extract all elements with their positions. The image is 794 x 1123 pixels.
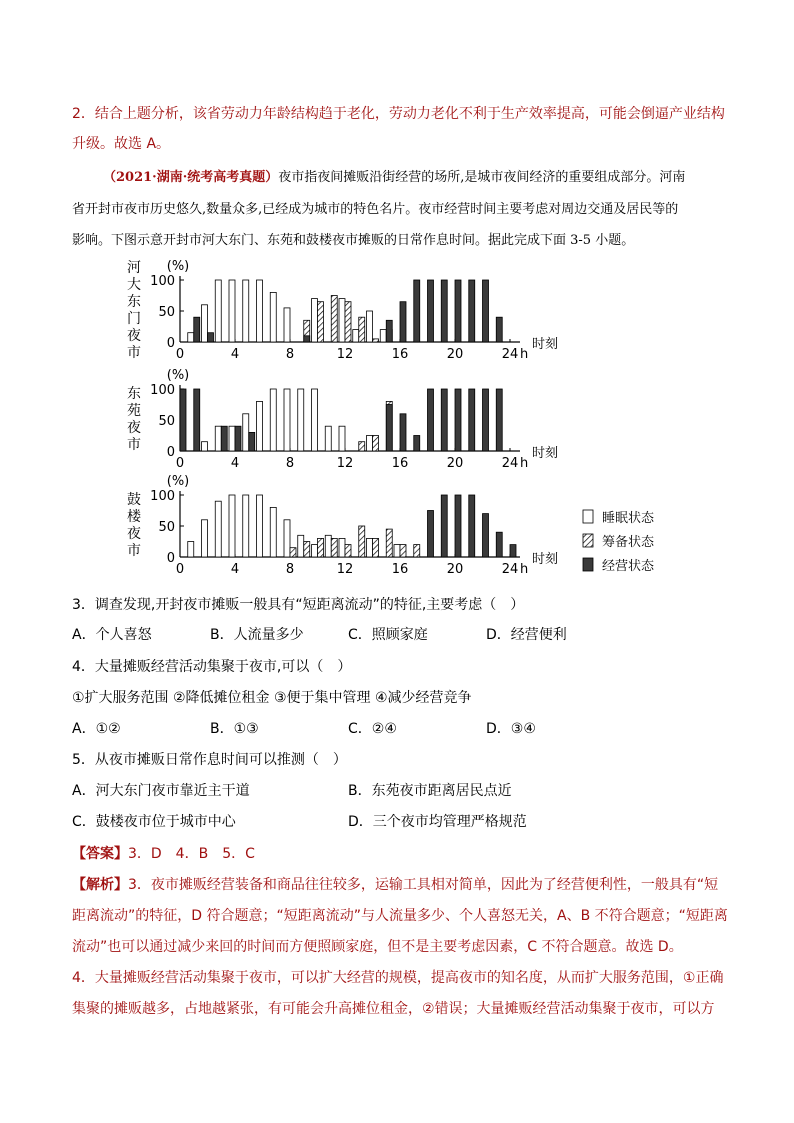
x-unit-label: h (520, 347, 529, 362)
q3-stem: 3．调查发现,开封夜市摊贩一般具有“短距离流动”的特征,主要考虑（ ） (72, 597, 525, 613)
bar-睡眠状态 (325, 535, 331, 557)
bar-睡眠状态 (243, 414, 249, 451)
bar-经营状态 (428, 389, 434, 451)
bar-经营状态 (496, 317, 502, 342)
bar-睡眠状态 (243, 495, 249, 557)
y-tick-label: 50 (158, 414, 175, 429)
answer-line (72, 843, 255, 863)
q5-option-b[interactable]: B．东苑夜市距离居民点近 (348, 783, 512, 799)
bar-经营状态 (221, 426, 227, 451)
bar-经营状态 (496, 532, 502, 557)
bar-睡眠状态 (367, 311, 373, 342)
analysis-line-4: 4．大量摊贩经营活动集聚于夜市，可以扩大经营的规模，提高夜市的知名度，从而扩大服务范围，①正确 (72, 970, 724, 986)
chart-title: 河大东门夜市 (127, 260, 141, 361)
q5-option-c[interactable]: C．鼓楼夜市位于城市中心 (72, 814, 236, 830)
x-tick-label: 0 (175, 562, 185, 577)
bar-睡眠状态 (202, 305, 208, 342)
bar-经营状态 (483, 389, 489, 451)
q4-option-d[interactable]: D．③④ (486, 721, 536, 737)
bar-筹备状态 (414, 545, 420, 557)
y-tick-label: 100 (150, 383, 175, 398)
bar-筹备状态 (359, 442, 365, 451)
bar-睡眠状态 (339, 299, 345, 342)
y-axis-label: (%) (166, 368, 190, 383)
x-tick-label: 24 (501, 347, 519, 362)
bar-经营状态 (386, 320, 392, 342)
x-tick-label: 4 (230, 347, 240, 362)
analysis-line-1 (72, 874, 718, 894)
x-tick-label: 16 (391, 347, 409, 362)
x-tick-label: 20 (446, 347, 464, 362)
bar-筹备状态 (318, 538, 324, 557)
x-tick-label: 24 (501, 562, 519, 577)
y-axis-label: (%) (166, 259, 190, 274)
bar-筹备状态 (373, 436, 379, 452)
analysis-text: 3．夜市摊贩经营装备和商品往往较多，运输工具相对简单，因此为了经营便利性，一般具有“短 (128, 877, 719, 893)
bar-睡眠状态 (257, 401, 263, 451)
y-tick-label: 0 (166, 445, 175, 460)
legend-swatch (583, 510, 593, 523)
bar-经营状态 (496, 389, 502, 451)
bar-筹备状态 (345, 545, 351, 557)
bar-经营状态 (304, 336, 310, 342)
bar-睡眠状态 (188, 333, 194, 342)
bar-经营状态 (455, 389, 461, 451)
bar-睡眠状态 (202, 442, 208, 451)
x-tick-label: 12 (336, 562, 354, 577)
y-tick-label: 100 (150, 489, 175, 504)
x-tick-label: 8 (285, 562, 295, 577)
bar-睡眠状态 (270, 507, 276, 557)
x-tick-label: 16 (391, 562, 409, 577)
y-tick-label: 0 (166, 551, 175, 566)
x-tick-label: 12 (336, 456, 354, 471)
analysis-line-5: 集聚的摊贩越多，占地越紧张，有可能会升高摊位租金，②错误；大量摊贩经营活动集聚于夜市，可以方 (72, 1001, 715, 1017)
legend-swatch (583, 534, 593, 547)
chart-2 (127, 474, 558, 577)
q5-option-a[interactable]: A．河大东门夜市靠近主干道 (72, 783, 250, 799)
q4-choices: ①扩大服务范围 ②降低摊位租金 ③便于集中管理 ④减少经营竞争 (72, 690, 472, 706)
q3-option-d[interactable]: D．经营便利 (486, 627, 567, 643)
bar-睡眠状态 (380, 330, 386, 342)
bar-睡眠状态 (243, 280, 249, 342)
bar-筹备状态 (359, 526, 365, 557)
bar-经营状态 (208, 333, 214, 342)
x-tick-label: 16 (391, 456, 409, 471)
bar-经营状态 (469, 389, 475, 451)
q5-option-d[interactable]: D．三个夜市均管理严格规范 (348, 814, 527, 830)
q4-option-c[interactable]: C．②④ (348, 721, 397, 737)
y-tick-label: 50 (158, 305, 175, 320)
y-tick-label: 100 (150, 274, 175, 289)
bar-睡眠状态 (353, 330, 359, 342)
bar-睡眠状态 (312, 545, 318, 557)
bar-睡眠状态 (325, 426, 331, 451)
prev-analysis-line-1: 2．结合上题分析，该省劳动力年龄结构趋于老化，劳动力老化不利于生产效率提高，可能会倒逼产业结构 (72, 106, 725, 122)
y-tick-label: 50 (158, 520, 175, 535)
analysis-line-3: 流动”也可以通过减少来回的时间而方便照顾家庭，但不是主要考虑因素，C 不符合题意。故选 D。 (72, 939, 683, 955)
bar-经营状态 (455, 280, 461, 342)
prev-analysis-line-2: 升级。故选 A。 (72, 136, 171, 152)
analysis-line-2: 距离流动”的特征，D 符合题意；“短距离流动”与人流量多少、个人喜怒无关，A、B 不符合题意；“短距离 (72, 908, 728, 924)
bar-睡眠状态 (339, 538, 345, 557)
bar-经营状态 (400, 414, 406, 451)
bar-经营状态 (483, 280, 489, 342)
legend-label: 经营状态 (602, 559, 655, 574)
bar-经营状态 (483, 514, 489, 557)
q3-option-a[interactable]: A．个人喜怒 (72, 627, 152, 643)
bar-筹备状态 (331, 538, 337, 557)
bar-睡眠状态 (215, 501, 221, 557)
bar-经营状态 (180, 389, 186, 451)
bar-睡眠状态 (298, 389, 304, 451)
intro-line-2: 省开封市夜市历史悠久,数量众多,已经成为城市的特色名片。夜市经营时间主要考虑对周边交通及居民等的 (72, 202, 679, 217)
q4-stem: 4．大量摊贩经营活动集聚于夜市,可以（ ） (72, 659, 352, 675)
bar-经营状态 (428, 280, 434, 342)
q4-option-a[interactable]: A．①② (72, 721, 121, 737)
bar-经营状态 (235, 426, 241, 451)
x-unit-label: h (520, 562, 529, 577)
intro-text: 夜市指夜间摊贩沿街经营的场所,是城市夜间经济的重要组成部分。河南 (278, 170, 686, 185)
answer-text: 3．D 4．B 5．C (128, 846, 255, 862)
bar-筹备状态 (400, 545, 406, 557)
x-tick-label: 0 (175, 347, 185, 362)
x-tick-label: 24 (501, 456, 519, 471)
bar-睡眠状态 (284, 389, 290, 451)
bar-筹备状态 (386, 529, 392, 557)
bar-睡眠状态 (215, 426, 221, 451)
bar-经营状态 (386, 405, 392, 452)
chart-title: 东苑夜市 (127, 386, 141, 453)
x-tick-label: 4 (230, 456, 240, 471)
chart-0 (127, 259, 558, 362)
bar-筹备状态 (290, 548, 296, 557)
bar-睡眠状态 (257, 495, 263, 557)
q3-option-b[interactable]: B．人流量多少 (210, 627, 304, 643)
bar-筹备状态 (373, 339, 379, 342)
bar-筹备状态 (331, 296, 337, 343)
bar-睡眠状态 (339, 426, 345, 451)
bar-睡眠状态 (229, 426, 235, 451)
bar-睡眠状态 (284, 308, 290, 342)
bar-睡眠状态 (312, 299, 318, 342)
x-tick-label: 4 (230, 562, 240, 577)
x-axis-label: 时刻 (532, 552, 559, 567)
bar-经营状态 (510, 545, 516, 557)
bar-睡眠状态 (394, 545, 400, 557)
bar-经营状态 (249, 432, 255, 451)
chart-1 (127, 368, 558, 471)
bar-经营状态 (441, 280, 447, 342)
question-source: （2021·湖南·统考高考真题） (103, 170, 279, 185)
bar-筹备状态 (359, 317, 365, 342)
bar-睡眠状态 (284, 520, 290, 557)
bar-筹备状态 (318, 302, 324, 342)
x-tick-label: 8 (285, 347, 295, 362)
answer-label: 【答案】 (72, 846, 128, 862)
bar-睡眠状态 (257, 280, 263, 342)
bar-筹备状态 (345, 302, 351, 342)
bar-经营状态 (441, 495, 447, 557)
bar-睡眠状态 (270, 292, 276, 342)
bar-经营状态 (469, 280, 475, 342)
bar-经营状态 (428, 511, 434, 558)
bar-睡眠状态 (188, 542, 194, 558)
bar-睡眠状态 (229, 495, 235, 557)
bar-经营状态 (400, 302, 406, 342)
bar-睡眠状态 (215, 280, 221, 342)
x-axis-label: 时刻 (532, 337, 559, 352)
bar-经营状态 (469, 495, 475, 557)
bar-经营状态 (194, 317, 200, 342)
chart-title: 鼓楼夜市 (127, 492, 141, 559)
bar-睡眠状态 (367, 538, 373, 557)
x-axis-label: 时刻 (532, 446, 559, 461)
q4-option-b[interactable]: B．①③ (210, 721, 259, 737)
bar-经营状态 (414, 436, 420, 452)
bar-睡眠状态 (229, 280, 235, 342)
legend-swatch (583, 558, 593, 571)
bar-经营状态 (414, 280, 420, 342)
bar-睡眠状态 (202, 520, 208, 557)
legend-label: 睡眠状态 (602, 511, 655, 526)
x-tick-label: 20 (446, 562, 464, 577)
y-axis-label: (%) (166, 474, 190, 489)
bar-睡眠状态 (312, 389, 318, 451)
y-tick-label: 0 (166, 336, 175, 351)
x-tick-label: 0 (175, 456, 185, 471)
bar-筹备状态 (304, 542, 310, 558)
bar-经营状态 (194, 389, 200, 451)
bar-睡眠状态 (270, 389, 276, 451)
q5-stem: 5．从夜市摊贩日常作息时间可以推测（ ） (72, 752, 347, 768)
x-unit-label: h (520, 456, 529, 471)
intro-line-3: 影响。下图示意开封市河大东门、东苑和鼓楼夜市摊贩的日常作息时间。据此完成下面 3-5 小题。 (72, 233, 635, 248)
bar-经营状态 (441, 389, 447, 451)
legend-label: 筹备状态 (602, 535, 655, 550)
bar-睡眠状态 (298, 535, 304, 557)
bar-筹备状态 (373, 538, 379, 557)
x-tick-label: 12 (336, 347, 354, 362)
x-tick-label: 20 (446, 456, 464, 471)
bar-经营状态 (455, 495, 461, 557)
x-tick-label: 8 (285, 456, 295, 471)
q3-option-c[interactable]: C．照顾家庭 (348, 627, 428, 643)
analysis-label: 【解析】 (72, 877, 128, 893)
bar-睡眠状态 (367, 436, 373, 452)
